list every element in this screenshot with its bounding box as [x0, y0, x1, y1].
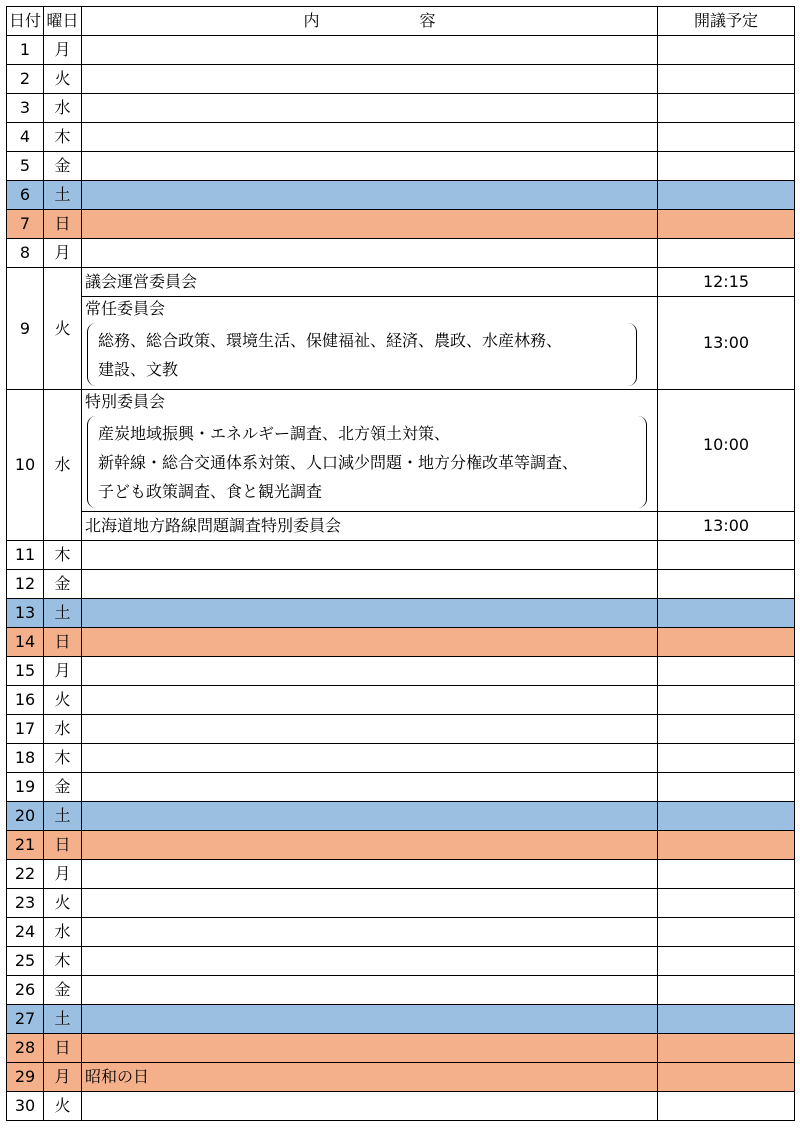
date-cell: 18 — [7, 744, 44, 773]
date-cell: 1 — [7, 36, 44, 65]
time-cell — [658, 181, 795, 210]
weekday-cell: 金 — [44, 152, 82, 181]
agenda-item: 議会運営委員会 — [82, 268, 658, 297]
date-cell: 16 — [7, 686, 44, 715]
content-cell — [82, 686, 658, 715]
committee-list — [87, 416, 647, 508]
day-row-9 — [7, 268, 795, 297]
day-row — [7, 1034, 795, 1063]
time-cell — [658, 918, 795, 947]
day-row — [7, 239, 795, 268]
content-cell — [82, 831, 658, 860]
content-cell — [82, 657, 658, 686]
committee-title: 特別委員会 — [85, 392, 166, 411]
weekday-cell: 日 — [44, 831, 82, 860]
weekday-cell: 金 — [44, 976, 82, 1005]
day-row-9b — [7, 297, 795, 390]
weekday-cell: 月 — [44, 657, 82, 686]
committee-line: 新幹線・総合交通体系対策、人口減少問題・地方分権改革等調査、 — [98, 453, 579, 472]
header-content — [82, 7, 658, 36]
header-row — [7, 7, 795, 36]
committee-line: 子ども政策調査、食と観光調査 — [98, 482, 323, 501]
day-row — [7, 181, 795, 210]
time-cell — [658, 802, 795, 831]
day-row — [7, 541, 795, 570]
date-cell: 24 — [7, 918, 44, 947]
date-cell: 27 — [7, 1005, 44, 1034]
weekday-cell: 木 — [44, 744, 82, 773]
weekday-cell: 火 — [44, 65, 82, 94]
weekday-cell: 水 — [44, 390, 82, 541]
header-schedule: 開議予定 — [658, 7, 795, 36]
day-row — [7, 860, 795, 889]
content-cell: 昭和の日 — [82, 1063, 658, 1092]
content-cell — [82, 210, 658, 239]
day-row — [7, 889, 795, 918]
time-cell — [658, 889, 795, 918]
day-row — [7, 123, 795, 152]
date-cell: 26 — [7, 976, 44, 1005]
committee-title: 常任委員会 — [85, 299, 166, 318]
time-cell — [658, 976, 795, 1005]
weekday-cell: 土 — [44, 599, 82, 628]
content-cell — [82, 570, 658, 599]
committee-line: 建設、文教 — [98, 360, 179, 379]
weekday-cell: 日 — [44, 210, 82, 239]
time-cell: 10:00 — [658, 390, 795, 512]
content-cell — [82, 599, 658, 628]
day-row — [7, 628, 795, 657]
time-cell — [658, 1063, 795, 1092]
time-cell — [658, 65, 795, 94]
header-weekday: 曜日 — [44, 7, 82, 36]
day-row — [7, 570, 795, 599]
day-row — [7, 715, 795, 744]
content-cell — [82, 65, 658, 94]
day-row — [7, 1005, 795, 1034]
weekday-cell: 金 — [44, 570, 82, 599]
weekday-cell: 金 — [44, 773, 82, 802]
date-cell: 13 — [7, 599, 44, 628]
content-cell — [82, 541, 658, 570]
content-cell — [82, 802, 658, 831]
time-cell — [658, 599, 795, 628]
time-cell — [658, 123, 795, 152]
weekday-cell: 水 — [44, 918, 82, 947]
content-cell — [82, 239, 658, 268]
date-cell: 21 — [7, 831, 44, 860]
day-row — [7, 657, 795, 686]
weekday-cell: 火 — [44, 686, 82, 715]
time-cell — [658, 1005, 795, 1034]
time-cell — [658, 1092, 795, 1121]
day-row — [7, 686, 795, 715]
content-cell — [82, 152, 658, 181]
day-row-10b — [7, 512, 795, 541]
content-cell — [82, 976, 658, 1005]
weekday-cell: 水 — [44, 715, 82, 744]
content-cell — [82, 1005, 658, 1034]
header-date: 日付 — [7, 7, 44, 36]
day-row — [7, 831, 795, 860]
time-cell: 12:15 — [658, 268, 795, 297]
content-cell — [82, 94, 658, 123]
day-row — [7, 94, 795, 123]
date-cell: 30 — [7, 1092, 44, 1121]
header-content-b: 容 — [419, 11, 436, 30]
day-row — [7, 976, 795, 1005]
content-cell — [82, 1092, 658, 1121]
time-cell — [658, 860, 795, 889]
weekday-cell: 土 — [44, 802, 82, 831]
date-cell: 7 — [7, 210, 44, 239]
weekday-cell: 木 — [44, 541, 82, 570]
day-row — [7, 802, 795, 831]
day-row-10 — [7, 390, 795, 512]
weekday-cell: 火 — [44, 268, 82, 390]
date-cell: 4 — [7, 123, 44, 152]
committee-line: 産炭地域振興・エネルギー調査、北方領土対策、 — [98, 424, 451, 443]
time-cell — [658, 831, 795, 860]
agenda-item — [82, 297, 658, 390]
day-row — [7, 1063, 795, 1092]
date-cell: 15 — [7, 657, 44, 686]
weekday-cell: 水 — [44, 94, 82, 123]
date-cell: 3 — [7, 94, 44, 123]
weekday-cell: 日 — [44, 1034, 82, 1063]
header-content-a: 内 — [303, 11, 320, 30]
content-cell — [82, 123, 658, 152]
date-cell: 20 — [7, 802, 44, 831]
weekday-cell: 土 — [44, 1005, 82, 1034]
day-row — [7, 152, 795, 181]
time-cell — [658, 1034, 795, 1063]
content-cell — [82, 918, 658, 947]
content-cell — [82, 947, 658, 976]
date-cell: 11 — [7, 541, 44, 570]
committee-list — [87, 323, 637, 386]
time-cell — [658, 152, 795, 181]
time-cell — [658, 744, 795, 773]
content-cell — [82, 628, 658, 657]
date-cell: 19 — [7, 773, 44, 802]
weekday-cell: 月 — [44, 1063, 82, 1092]
time-cell: 13:00 — [658, 297, 795, 390]
time-cell — [658, 657, 795, 686]
day-row — [7, 210, 795, 239]
agenda-item — [82, 390, 658, 512]
day-row — [7, 65, 795, 94]
date-cell: 6 — [7, 181, 44, 210]
time-cell — [658, 94, 795, 123]
content-cell — [82, 773, 658, 802]
weekday-cell: 月 — [44, 36, 82, 65]
weekday-cell: 月 — [44, 239, 82, 268]
weekday-cell: 木 — [44, 123, 82, 152]
content-cell — [82, 715, 658, 744]
day-row — [7, 1092, 795, 1121]
date-cell: 12 — [7, 570, 44, 599]
content-cell — [82, 1034, 658, 1063]
content-cell — [82, 860, 658, 889]
time-cell — [658, 570, 795, 599]
agenda-item: 北海道地方路線問題調査特別委員会 — [82, 512, 658, 541]
time-cell — [658, 541, 795, 570]
weekday-cell: 月 — [44, 860, 82, 889]
time-cell — [658, 773, 795, 802]
time-cell — [658, 210, 795, 239]
date-cell: 28 — [7, 1034, 44, 1063]
content-cell — [82, 889, 658, 918]
weekday-cell: 土 — [44, 181, 82, 210]
time-cell — [658, 36, 795, 65]
weekday-cell: 日 — [44, 628, 82, 657]
date-cell: 23 — [7, 889, 44, 918]
day-row — [7, 599, 795, 628]
day-row — [7, 947, 795, 976]
weekday-cell: 火 — [44, 1092, 82, 1121]
date-cell: 17 — [7, 715, 44, 744]
date-cell: 22 — [7, 860, 44, 889]
date-cell: 29 — [7, 1063, 44, 1092]
content-cell — [82, 36, 658, 65]
date-cell: 5 — [7, 152, 44, 181]
date-cell: 10 — [7, 390, 44, 541]
date-cell: 2 — [7, 65, 44, 94]
committee-line: 総務、総合政策、環境生活、保健福祉、経済、農政、水産林務、 — [98, 331, 563, 350]
date-cell: 8 — [7, 239, 44, 268]
time-cell — [658, 715, 795, 744]
time-cell — [658, 628, 795, 657]
schedule-table — [6, 6, 795, 1121]
weekday-cell: 火 — [44, 889, 82, 918]
weekday-cell: 木 — [44, 947, 82, 976]
time-cell — [658, 239, 795, 268]
time-cell: 13:00 — [658, 512, 795, 541]
date-cell: 9 — [7, 268, 44, 390]
day-row — [7, 36, 795, 65]
date-cell: 14 — [7, 628, 44, 657]
date-cell: 25 — [7, 947, 44, 976]
day-row — [7, 744, 795, 773]
content-cell — [82, 744, 658, 773]
day-row — [7, 773, 795, 802]
content-cell — [82, 181, 658, 210]
day-row — [7, 918, 795, 947]
time-cell — [658, 947, 795, 976]
time-cell — [658, 686, 795, 715]
